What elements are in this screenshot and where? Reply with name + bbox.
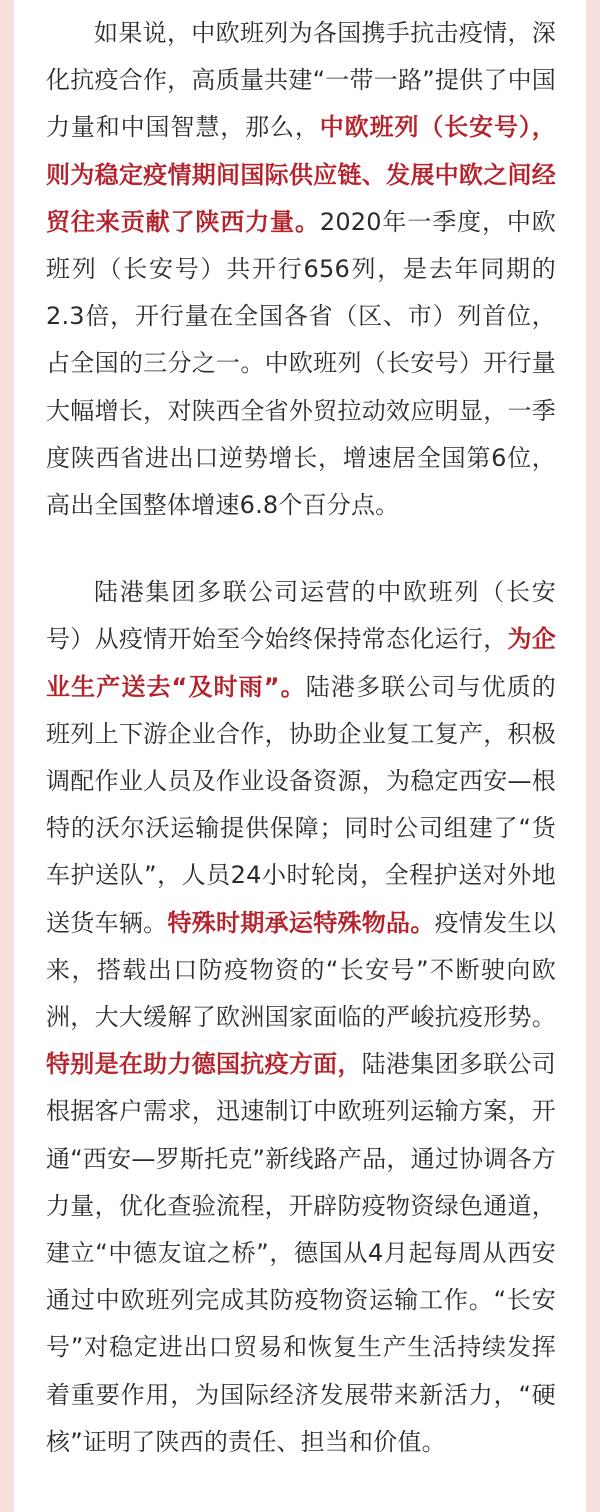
article-body: [46, 10, 556, 1466]
paragraph-2-text-4: 陆港集团多联公司根据客户需求，迅速制订中欧班列运输方案，开通“西安—罗斯托克”新线路产品，通过协调各方力量，优化查验流程，开辟防疫物资绿色通道，建立“中德友谊之桥”，德国从4月起每周从西安通过中欧班列完成其防疫物资运输工作。“长安号”对稳定进出口贸易和恢复生产生活持续发挥着重要作用，为国际经济发展带来新活力，“硬核”证明了陕西的责任、担当和价值。: [46, 1050, 556, 1456]
paragraph-2-text-2: 陆港多联公司与优质的班列上下游企业合作，协助企业复工复产，积极调配作业人员及作业设备资源，为稳定西安—根特的沃尔沃运输提供保障；同时公司组建了“货车护送队”，人员24小时轮岗，全程护送对外地送货车辆。: [46, 672, 557, 937]
paragraph-2-highlight-1: 为企业生产送去“及时雨”。: [46, 625, 556, 701]
paragraph-2-highlight-2: 特殊时期承运特殊物品。: [167, 908, 435, 937]
paragraph-2-highlight-3: 特别是在助力德国抗疫方面，: [46, 1050, 362, 1079]
paragraph-1-text-1: 如果说，中欧班列为各国携手抗击疫情，深化抗疫合作，高质量共建“一带一路”提供了中国力量和中国智慧，那么，: [46, 19, 557, 142]
right-border-decoration: [586, 0, 600, 1512]
paragraph-1-text-2: 2020年一季度，中欧班列（长安号）共开行656列，是去年同期的2.3倍，开行量在全国各省（区、市）列首位，占全国的三分之一。中欧班列（长安号）开行量大幅增长，对陕西全省外贸拉动效应明显，一季度陕西省进出口逆势增长，增速居全国第6位，高出全国整体增速6.8个百分点。: [46, 207, 557, 520]
left-border-decoration: [0, 0, 14, 1512]
paragraph-1: [46, 10, 556, 529]
paragraph-2-text-3: 疫情发生以来，搭载出口防疫物资的“长安号”不断驶向欧洲，大大缓解了欧洲国家面临的严峻抗疫形势。: [46, 908, 556, 1032]
paragraph-2: [46, 569, 556, 1466]
paragraph-1-highlight-1: 中欧班列（长安号），则为稳定疫情期间国际供应链、发展中欧之间经贸往来贡献了陕西力量。: [46, 113, 557, 236]
paragraph-2-text-1: 陆港集团多联公司运营的中欧班列（长安号）从疫情开始至今始终保持常态化运行，: [46, 578, 556, 654]
